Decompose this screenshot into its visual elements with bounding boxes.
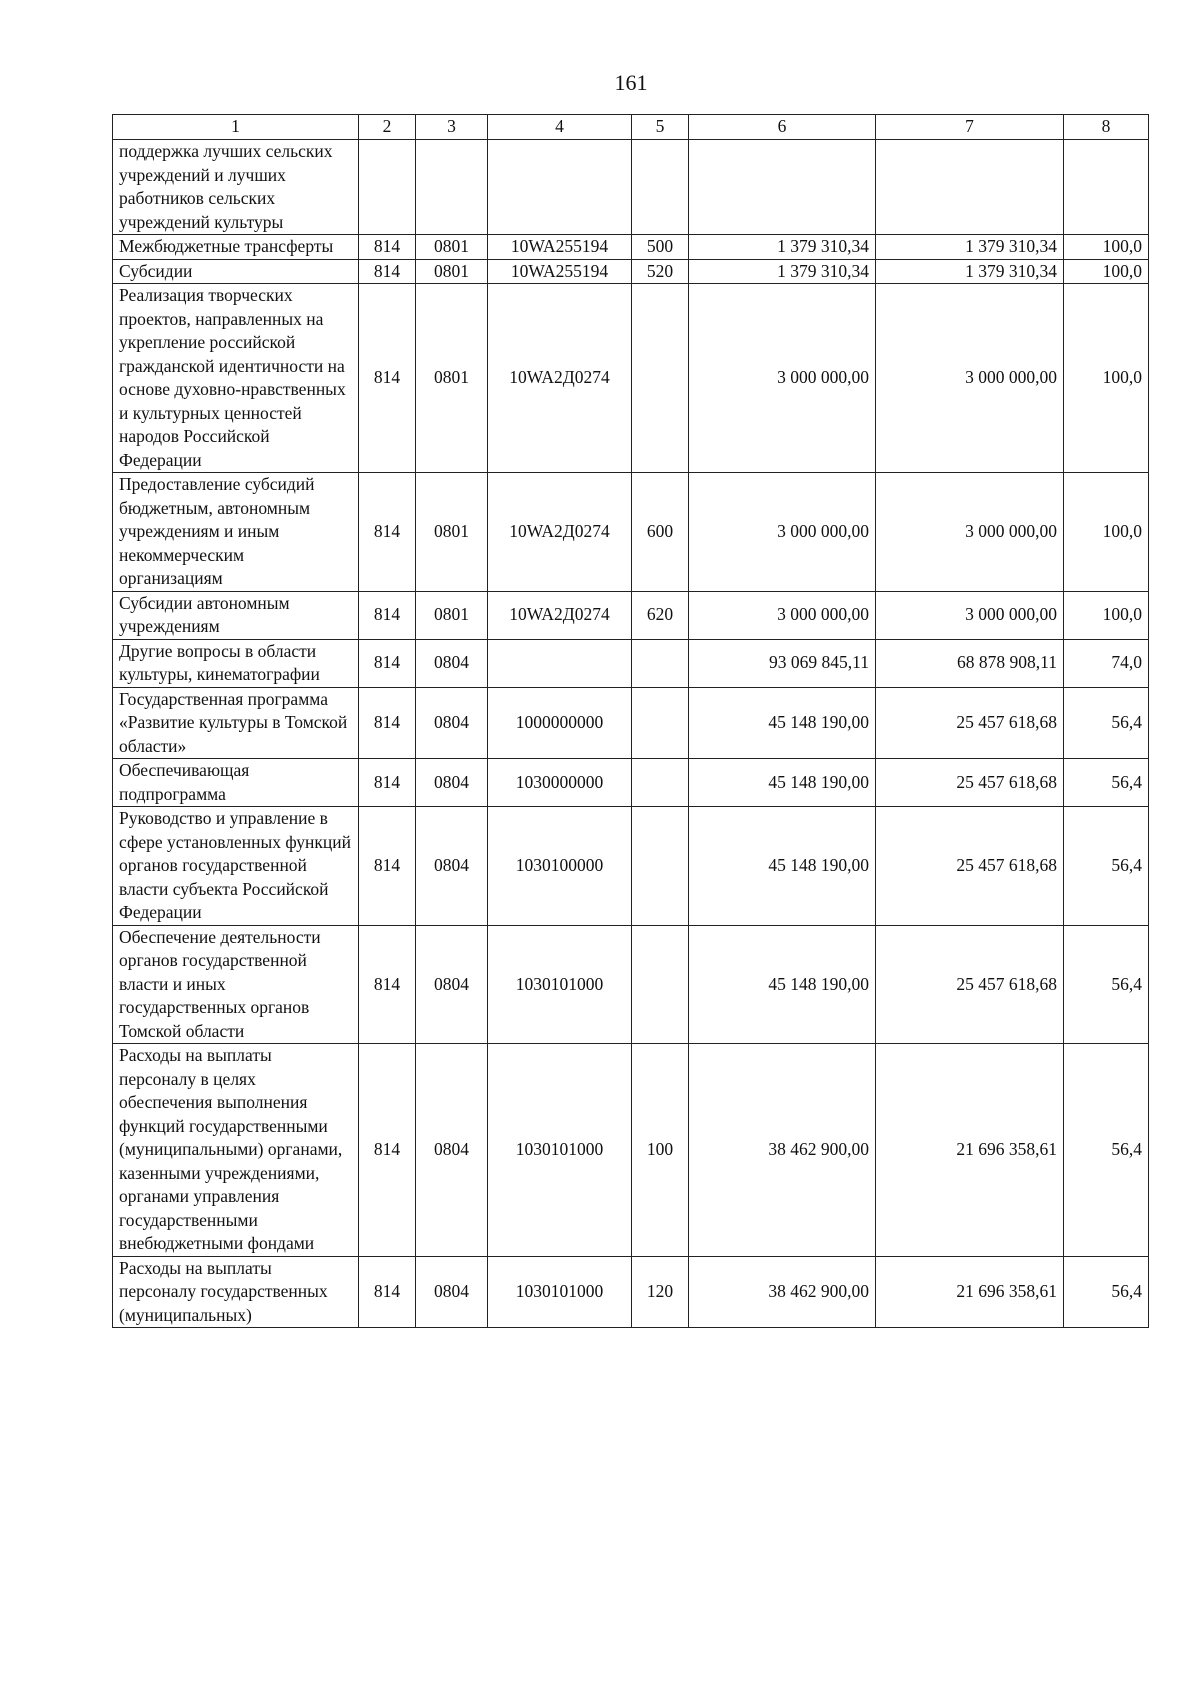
table-row	[113, 235, 1149, 260]
cell-planned: 45 148 190,00	[689, 759, 876, 807]
table-row	[113, 925, 1149, 1044]
cell-executed: 21 696 358,61	[876, 1044, 1064, 1257]
column-header: 3	[416, 115, 488, 140]
row-name: поддержка лучших сельских учреждений и лучших работников сельских учреждений культуры	[113, 140, 359, 235]
cell-expense-type: 620	[632, 591, 689, 639]
cell-planned: 1 379 310,34	[689, 259, 876, 284]
cell-planned: 93 069 845,11	[689, 639, 876, 687]
cell-section: 0804	[416, 687, 488, 759]
cell-planned: 45 148 190,00	[689, 687, 876, 759]
table-row	[113, 759, 1149, 807]
column-header: 2	[359, 115, 416, 140]
column-header: 4	[488, 115, 632, 140]
cell-expense-type	[632, 807, 689, 926]
cell-percent: 74,0	[1064, 639, 1149, 687]
cell-chapter: 814	[359, 284, 416, 473]
cell-expense-type: 100	[632, 1044, 689, 1257]
cell-percent: 56,4	[1064, 1044, 1149, 1257]
cell-target-article: 10WA2Д0274	[488, 473, 632, 592]
cell-executed: 1 379 310,34	[876, 259, 1064, 284]
cell-executed	[876, 140, 1064, 235]
cell-expense-type: 520	[632, 259, 689, 284]
row-name: Государственная программа «Развитие культуры в Томской области»	[113, 687, 359, 759]
cell-section: 0804	[416, 1044, 488, 1257]
cell-expense-type: 500	[632, 235, 689, 260]
cell-expense-type	[632, 759, 689, 807]
table-row	[113, 639, 1149, 687]
cell-section: 0804	[416, 1256, 488, 1328]
cell-planned: 1 379 310,34	[689, 235, 876, 260]
cell-target-article: 10WA255194	[488, 259, 632, 284]
cell-expense-type: 120	[632, 1256, 689, 1328]
cell-target-article: 1030101000	[488, 925, 632, 1044]
cell-expense-type	[632, 284, 689, 473]
cell-section: 0801	[416, 591, 488, 639]
cell-planned: 3 000 000,00	[689, 284, 876, 473]
cell-target-article: 1000000000	[488, 687, 632, 759]
cell-percent: 100,0	[1064, 284, 1149, 473]
row-name: Обеспечивающая подпрограмма	[113, 759, 359, 807]
cell-percent: 100,0	[1064, 235, 1149, 260]
cell-planned	[689, 140, 876, 235]
column-header: 6	[689, 115, 876, 140]
table-row	[113, 140, 1149, 235]
cell-executed: 25 457 618,68	[876, 759, 1064, 807]
cell-expense-type	[632, 925, 689, 1044]
cell-section: 0804	[416, 639, 488, 687]
cell-section	[416, 140, 488, 235]
table-row	[113, 687, 1149, 759]
cell-target-article: 1030101000	[488, 1256, 632, 1328]
cell-planned: 3 000 000,00	[689, 473, 876, 592]
cell-planned: 3 000 000,00	[689, 591, 876, 639]
cell-chapter: 814	[359, 591, 416, 639]
row-name: Расходы на выплаты персоналу государственных (муниципальных)	[113, 1256, 359, 1328]
cell-planned: 45 148 190,00	[689, 807, 876, 926]
row-name: Расходы на выплаты персоналу в целях обеспечения выполнения функций государственными (муниципальными) органами, казенными учреждениями, органами управления государственными внебюджетными фондами	[113, 1044, 359, 1257]
row-name: Обеспечение деятельности органов государственной власти и иных государственных органов Томской области	[113, 925, 359, 1044]
cell-percent: 56,4	[1064, 1256, 1149, 1328]
cell-section: 0804	[416, 759, 488, 807]
cell-chapter: 814	[359, 1256, 416, 1328]
cell-planned: 38 462 900,00	[689, 1256, 876, 1328]
cell-chapter: 814	[359, 259, 416, 284]
table-row	[113, 284, 1149, 473]
cell-expense-type	[632, 639, 689, 687]
cell-percent	[1064, 140, 1149, 235]
cell-chapter: 814	[359, 807, 416, 926]
table-row	[113, 1256, 1149, 1328]
cell-section: 0801	[416, 473, 488, 592]
cell-executed: 21 696 358,61	[876, 1256, 1064, 1328]
cell-percent: 100,0	[1064, 259, 1149, 284]
page-number: 161	[614, 70, 648, 95]
cell-expense-type	[632, 140, 689, 235]
cell-percent: 56,4	[1064, 759, 1149, 807]
cell-executed: 3 000 000,00	[876, 284, 1064, 473]
cell-section: 0804	[416, 807, 488, 926]
header-row	[113, 115, 1149, 140]
row-name: Руководство и управление в сфере установленных функций органов государственной власти субъекта Российской Федерации	[113, 807, 359, 926]
cell-section: 0801	[416, 284, 488, 473]
table-row	[113, 591, 1149, 639]
column-header: 7	[876, 115, 1064, 140]
column-header: 1	[113, 115, 359, 140]
cell-percent: 100,0	[1064, 473, 1149, 592]
cell-expense-type	[632, 687, 689, 759]
cell-expense-type: 600	[632, 473, 689, 592]
cell-chapter	[359, 140, 416, 235]
row-name: Предоставление субсидий бюджетным, автономным учреждениям и иным некоммерческим организациям	[113, 473, 359, 592]
row-name: Субсидии	[113, 259, 359, 284]
cell-chapter: 814	[359, 639, 416, 687]
cell-executed: 3 000 000,00	[876, 473, 1064, 592]
row-name: Субсидии автономным учреждениям	[113, 591, 359, 639]
table-row	[113, 259, 1149, 284]
cell-executed: 1 379 310,34	[876, 235, 1064, 260]
cell-percent: 56,4	[1064, 925, 1149, 1044]
column-header: 8	[1064, 115, 1149, 140]
cell-executed: 68 878 908,11	[876, 639, 1064, 687]
cell-chapter: 814	[359, 687, 416, 759]
cell-target-article: 1030100000	[488, 807, 632, 926]
cell-executed: 3 000 000,00	[876, 591, 1064, 639]
cell-chapter: 814	[359, 473, 416, 592]
cell-percent: 100,0	[1064, 591, 1149, 639]
cell-target-article: 10WA2Д0274	[488, 591, 632, 639]
cell-executed: 25 457 618,68	[876, 687, 1064, 759]
table-row	[113, 807, 1149, 926]
cell-chapter: 814	[359, 235, 416, 260]
cell-planned: 38 462 900,00	[689, 1044, 876, 1257]
cell-planned: 45 148 190,00	[689, 925, 876, 1044]
cell-target-article: 10WA255194	[488, 235, 632, 260]
cell-target-article	[488, 140, 632, 235]
cell-target-article: 1030101000	[488, 1044, 632, 1257]
cell-chapter: 814	[359, 1044, 416, 1257]
table-row	[113, 473, 1149, 592]
row-name: Межбюджетные трансферты	[113, 235, 359, 260]
cell-chapter: 814	[359, 925, 416, 1044]
cell-percent: 56,4	[1064, 687, 1149, 759]
table-row	[113, 1044, 1149, 1257]
cell-executed: 25 457 618,68	[876, 925, 1064, 1044]
budget-table	[112, 114, 1149, 1328]
cell-section: 0801	[416, 235, 488, 260]
cell-target-article: 10WA2Д0274	[488, 284, 632, 473]
row-name: Другие вопросы в области культуры, кинематографии	[113, 639, 359, 687]
column-header: 5	[632, 115, 689, 140]
cell-section: 0801	[416, 259, 488, 284]
cell-section: 0804	[416, 925, 488, 1044]
cell-target-article	[488, 639, 632, 687]
cell-percent: 56,4	[1064, 807, 1149, 926]
cell-chapter: 814	[359, 759, 416, 807]
cell-executed: 25 457 618,68	[876, 807, 1064, 926]
row-name: Реализация творческих проектов, направленных на укрепление российской гражданской идентичности на основе духовно-нравственных и культурных ценностей народов Российской Федерации	[113, 284, 359, 473]
cell-target-article: 1030000000	[488, 759, 632, 807]
